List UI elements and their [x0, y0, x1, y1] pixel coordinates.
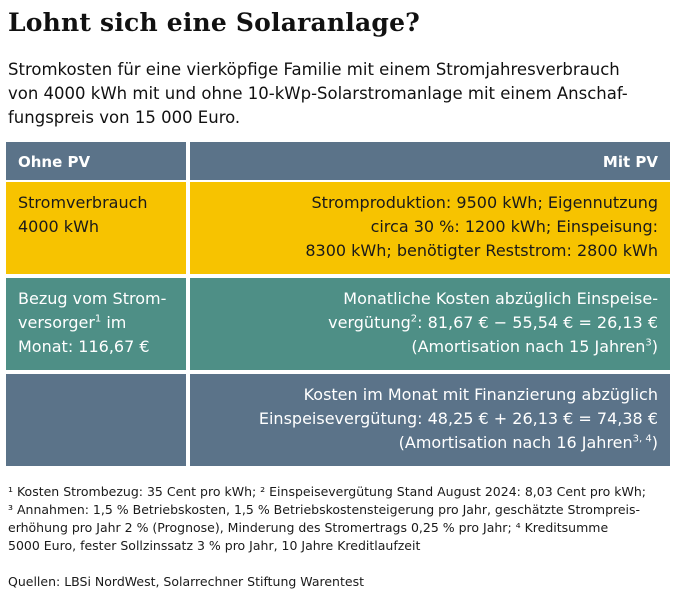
footnote-line: erhöhung pro Jahr 2 % (Prognose), Minderung des Stromertrags 0,25 % pro Jahr; ⁴ Kreditsumme [8, 520, 609, 535]
subtitle [8, 58, 668, 130]
footnote-ref: 3 [645, 337, 652, 349]
footnote-ref: 2 [410, 313, 418, 325]
row3-right-line: (Amortisation nach 16 Jahren$^{3, 4}$) [398, 433, 658, 452]
row3-ohne-pv [6, 374, 186, 466]
page-title: Lohnt sich eine Solaranlage? [8, 8, 421, 37]
row2-right-line: (Amortisation nach 15 Jahren$^3$) [411, 337, 658, 356]
footnote-ref: 1 [94, 313, 102, 325]
row1-left-line: Stromverbrauch [18, 193, 148, 212]
row2-mit-pv [190, 278, 670, 370]
subtitle-line: Stromkosten für eine vierköpfige Familie mit einem Stromjahresverbrauch [8, 60, 620, 79]
row1-ohne-pv [6, 182, 186, 274]
header-mit-pv [190, 142, 670, 180]
sources: Quellen: LBSi NordWest, Solarrechner Stiftung Warentest [8, 574, 364, 589]
row3-right-line: Kosten im Monat mit Finanzierung abzüglich [303, 385, 658, 404]
row3-mit-pv [190, 374, 670, 466]
row2-ohne-pv [6, 278, 186, 370]
header-ohne-pv-label: Ohne PV [18, 153, 91, 171]
subtitle-line: von 4000 kWh mit und ohne 10-kWp-Solarstromanlage mit einem Anschaf- [8, 84, 628, 103]
footnote-ref: 3, 4 [632, 433, 652, 445]
row3-right-line: Einspeisevergütung: 48,25 € + 26,13 € = 74,38 € [258, 409, 658, 428]
row2-right-line: Monatliche Kosten abzüglich Einspeise- [343, 289, 658, 308]
row1-right-line: 8300 kWh; benötigter Reststrom: 2800 kWh [305, 241, 658, 260]
footnote-line: ³ Annahmen: 1,5 % Betriebskosten, 1,5 % Betriebskostensteigerung pro Jahr, geschätzte Strompreis- [8, 502, 641, 517]
footnote-line: 5000 Euro, fester Sollzinssatz 3 % pro Jahr, 10 Jahre Kreditlaufzeit [8, 538, 421, 553]
row1-left-line: 4000 kWh [18, 217, 100, 236]
row2-left-line: versorger$^1$ im [18, 313, 127, 332]
row1-mit-pv [190, 182, 670, 274]
row2-right-line: vergütung$^2$: 81,67 € − 55,54 € = 26,13 € [328, 313, 658, 332]
header-mit-pv-label: Mit PV [602, 153, 658, 171]
footnote-line: ¹ Kosten Strombezug: 35 Cent pro kWh; ² Einspeisevergütung Stand August 2024: 8,03 Cent pro kWh; [8, 484, 647, 499]
subtitle-line: fungspreis von 15 000 Euro. [8, 108, 241, 127]
row2-left-line: Monat: 116,67 € [18, 337, 150, 356]
header-ohne-pv [6, 142, 186, 180]
row1-right-line: Stromproduktion: 9500 kWh; Eigennutzung [311, 193, 658, 212]
row1-right-line: circa 30 %: 1200 kWh; Einspeisung: [370, 217, 658, 236]
footnotes [8, 483, 672, 555]
row2-left-line: Bezug vom Strom- [18, 289, 167, 308]
